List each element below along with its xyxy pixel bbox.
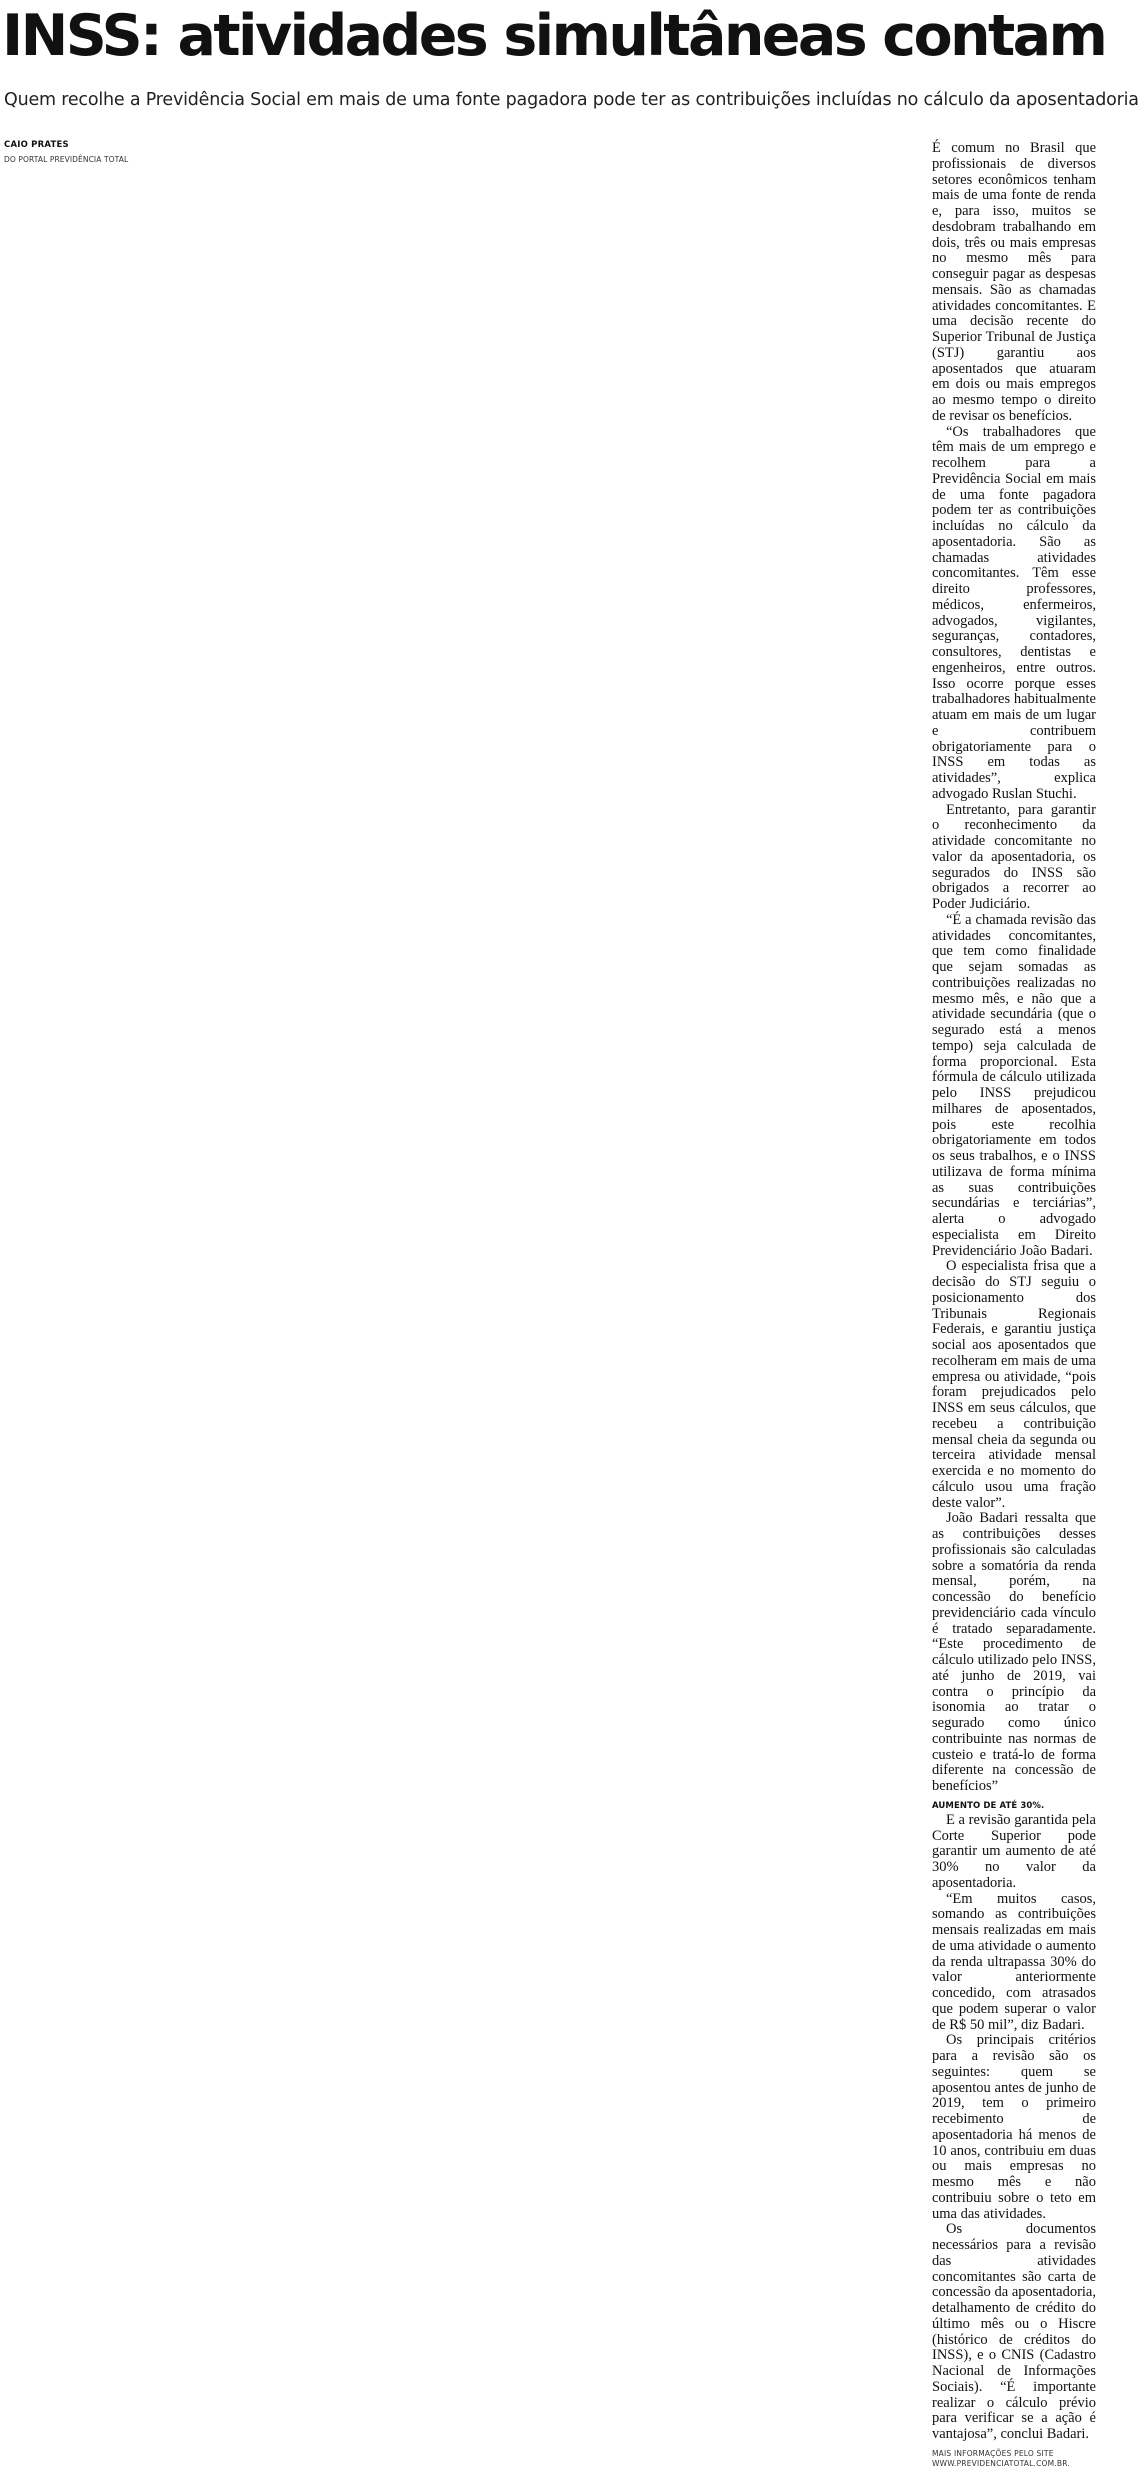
author-byline: CAIO PRATES xyxy=(4,140,69,150)
headline: INSS: atividades simultâneas contam xyxy=(2,3,1106,69)
source-credit: DO PORTAL PREVIDÊNCIA TOTAL xyxy=(4,155,129,164)
article-paragraph: É comum no Brasil que profissionais de diversos setores econômicos tenham mais de uma fonte de renda e, para isso, muitos se desdobram trabalhando em dois, três ou mais empresas no mesmo mês para conseguir pagar as despesas mensais. São as chamadas atividades concomitantes. E uma decisão recente do Superior Tribunal de Justiça (STJ) garantiu aos aposentados que atuaram em dois ou mais empregos ao mesmo tempo o direito de revisar os benefícios. xyxy=(932,140,1096,424)
article-column-2 xyxy=(190,141,358,1341)
article-paragraph: “É a chamada revisão das atividades concomitantes, que tem como finalidade que sejam somadas as contribuições realizadas no mesmo mês, e não que a atividade secundária (que o segurado está a menos tempo) seja calculada de forma proporcional. Esta fórmula de cálculo utilizada pelo INSS prejudicou milhares de aposentados, pois este recolhia obrigatoriamente em todos os seus trabalhos, e o INSS utilizava de forma mínima as suas contribuições secundárias e terciárias”, alerta o advogado especialista em Direito Previdenciário João Badari. xyxy=(932,911,1096,1259)
footnote-label: MAIS INFORMAÇÕES PELO SITE xyxy=(932,2448,1054,2458)
article-paragraph: João Badari ressalta que as contribuições desses profissionais são calculadas sobre a somatória da renda mensal, porém, na concessão do benefício previdenciário cada vínculo é tratado separadamente. “Este procedimento de cálculo utilizado pelo INSS, até junho de 2019, vai contra o princípio da isonomia ao tratar o segurado como único contribuinte nas normas de custeio e tratá-lo de forma diferente na concessão de benefícios” xyxy=(932,1510,1096,1794)
subheadline: Quem recolhe a Previdência Social em mais de uma fonte pagadora pode ter as contribuições incluídas no cálculo da aposentadoria xyxy=(4,90,1139,110)
article-column-3 xyxy=(376,141,546,1341)
footnote-url: WWW.PREVIDENCIATOTAL.COM.BR. xyxy=(932,2458,1070,2468)
article-paragraph: Os documentos necessários para a revisão das atividades concomitantes são carta de concessão da aposentadoria, detalhamento de crédito do último mês ou o Hiscre (histórico de créditos do INSS), e o CNIS (Cadastro Nacional de Informações Sociais). “É importante realizar o cálculo prévio para verificar se a ação é vantajosa”, conclui Badari. xyxy=(932,2221,1096,2442)
article-paragraph: E a revisão garantida pela Corte Superior pode garantir um aumento de até 30% no valor da aposentadoria. xyxy=(932,1811,1096,1891)
article-column-1 xyxy=(4,140,175,1340)
article-column-6 xyxy=(932,140,1096,2468)
article-paragraph: Entretanto, para garantir o reconhecimento da atividade concomitante no valor da aposentadoria, os segurados do INSS são obrigados a recorrer ao Poder Judiciário. xyxy=(932,801,1096,912)
article-paragraph: Os principais critérios para a revisão são os seguintes: quem se aposentou antes de junho de 2019, tem o primeiro recebimento de aposentadoria há menos de 10 anos, contribuiu em duas ou mais empresas no mesmo mês e não contribuiu sobre o teto em uma das atividades. xyxy=(932,2032,1096,2222)
section-heading: AUMENTO DE ATÉ 30%. xyxy=(932,1800,1045,1811)
article-paragraph: “Os trabalhadores que têm mais de um emprego e recolhem para a Previdência Social em mais de uma fonte pagadora podem ter as contribuições incluídas no cálculo da aposentadoria. São as chamadas atividades concomitantes. Têm esse direito professores, médicos, enfermeiros, advogados, vigilantes, seguranças, contadores, consultores, dentistas e engenheiros, entre outros. Isso ocorre porque esses trabalhadores habitualmente atuam em mais de um lugar e contribuem obrigatoriamente para o INSS em todas as atividades”, explica advogado Ruslan Stuchi. xyxy=(932,423,1096,802)
article-paragraph: O especialista frisa que a decisão do STJ seguiu o posicionamento dos Tribunais Regionais Federais, e garantiu justiça social aos aposentados que recolheram em mais de uma empresa ou atividade, “pois foram prejudicados pelo INSS em seus cálculos, que recebeu a contribuição mensal cheia da segunda ou terceira atividade mensal exercida e no momento do cálculo usou uma fração deste valor”. xyxy=(932,1258,1096,1511)
article-column-4 xyxy=(562,141,732,1341)
article-paragraph: “Em muitos casos, somando as contribuições mensais realizadas em mais de uma atividade o aumento da renda ultrapassa 30% do valor anteriormente concedido, com atrasados que podem superar o valor de R$ 50 mil”, diz Badari. xyxy=(932,1890,1096,2033)
article-column-5 xyxy=(748,141,918,1341)
